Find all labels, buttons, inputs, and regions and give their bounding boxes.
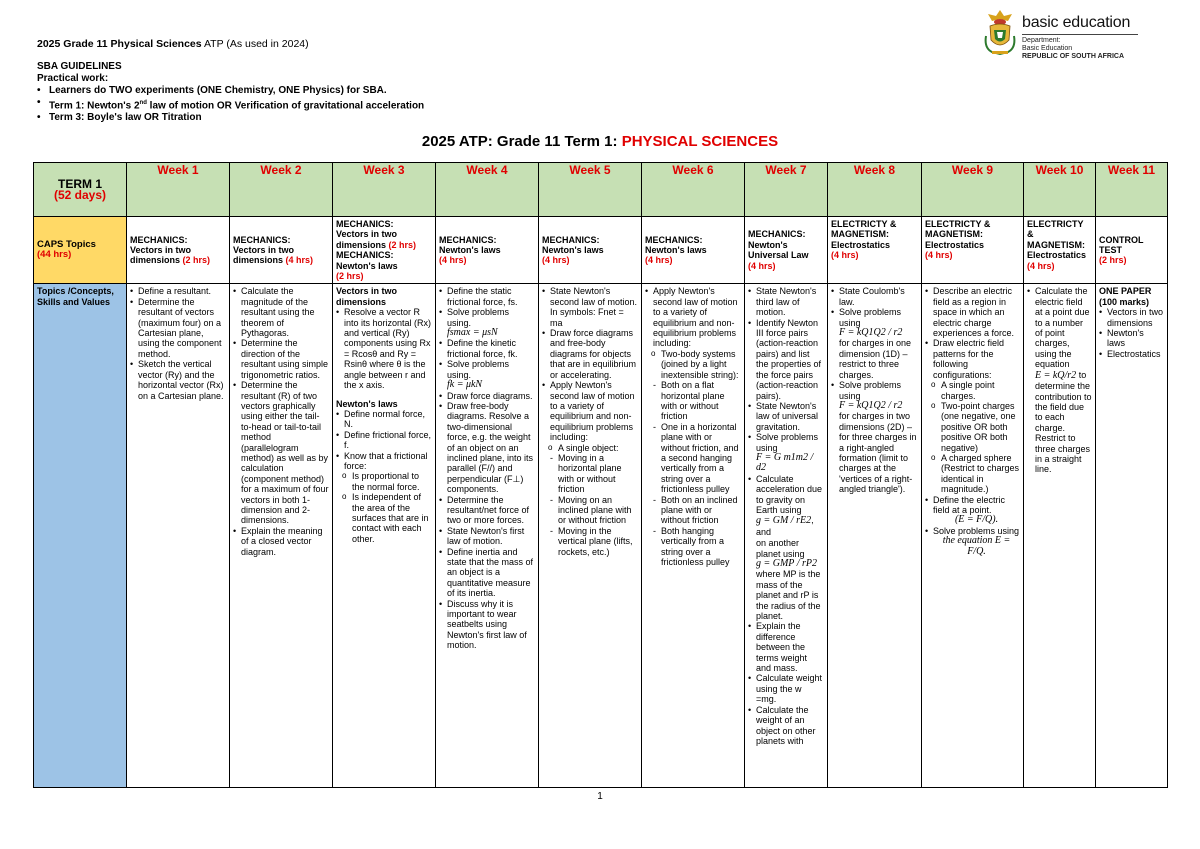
week-header: Week 5	[539, 163, 642, 217]
earth-gravity-formula: g = GM / rE2, and	[756, 515, 814, 537]
caps-label-cell: CAPS Topics (44 hrs)	[34, 217, 127, 284]
dbe-logo: basic education Department: Basic Education REPUBLIC OF SOUTH AFRICA	[982, 8, 1182, 58]
field-equation: the equation E = F/Q.	[942, 535, 1011, 557]
sba-guidelines: SBA GUIDELINES Practical work: • Learners do TWO experiments (ONE Chemistry, ONE Physics) for SBA. • Term 1: Newton's 2nd law of motion OR Verification of gravitational acceleration • Term 3: Boyle's law OR Titration	[37, 61, 424, 124]
point-charge-field-formula: E = kQ/r2 to	[1035, 369, 1087, 381]
caps-cell: ELECTRICTY & MAGNETISM: Electrostatics (4 hrs)	[922, 217, 1024, 284]
logo-title: basic education	[1022, 14, 1131, 31]
caps-cell: MECHANICS: Newton's Universal Law (4 hrs)	[745, 217, 828, 284]
coulomb-formula-1d: F = kQ1Q2 / r2	[839, 327, 903, 339]
term-cell: TERM 1 (52 days)	[34, 163, 127, 217]
page-title: 2025 ATP: Grade 11 Term 1: PHYSICAL SCIENCES	[421, 133, 779, 150]
coulomb-formula-2d: F = kQ1Q2 / r2	[839, 399, 903, 411]
week1-topics: • Define a resultant. • Determine the resultant of vectors (maximum four) on a Cartesian plane, using the component method. • Sketch the vertical vector (Ry) and the horizontal vector (Rx) on a Cartesian plane.	[127, 284, 230, 788]
caps-cell: ELECTRICTY & MAGNETISM: Electrostatics (4 hrs)	[1024, 217, 1096, 284]
caps-row	[34, 217, 1168, 284]
week6-topics: • Apply Newton's second law of motion to a variety of equilibrium and non-equilibrium problems including: o Two-body systems (joined by a light inextensible string): - Both on a flat horizontal plane with or without friction - One in a horizontal plane with or without friction, and a second hanging vertically from a string over a frictionless pulley - Both on an inclined plane with or without friction - Both hanging vertically from a string over a frictionless pulley	[642, 284, 745, 788]
caps-cell: MECHANICS: Vectors in two dimensions (2 hrs)	[127, 217, 230, 284]
week-header: Week 10	[1024, 163, 1096, 217]
week3-topics: Vectors in two dimensions • Resolve a vector R into its horizontal (Rx) and vertical (Ry) components using Rx = Rcosθ and Ry = Rsinθ where θ is the angle between r and the x axis. Newton's laws • Define normal force, N. • Define frictional force, f. • Know that a frictional force: o Is proportional to the normal force. o Is independent of the area of the surfaces that are in contact with each other.	[333, 284, 436, 788]
week-header: Week 11	[1096, 163, 1168, 217]
week7-topics: • State Newton's third law of motion. • Identify Newton III force pairs (action-reaction pairs) and list the properties of the force pairs (action-reaction pairs). • State Newton's law of universal gravitation. • Solve problems using F = G m1m2 / d2 • Calculate acceleration due to gravity on Earth using g = GM / rE2, and on another planet using g = GMP / rP2 where MP is the mass of the planet and rP is the radius of the planet. • Explain the difference between the terms weight and mass. • Calculate weight using the w =mg. • Calculate the weight of an object on other planets with	[745, 284, 828, 788]
week4-topics: • Define the static frictional force, fs. • Solve problems using. fsmax = μsN • Define the kinetic frictional force, fk. • Solve problems using. fk = μkN • Draw force diagrams. • Draw free-body diagrams. Resolve a two-dimensional force, e.g. the weight of an object on an inclined plane, into its parallel (F//) and perpendicular (F⊥) components. • Determine the resultant/net force of two or more forces. • State Newton's first law of motion. • Define inertia and state that the mass of an object is a quantitative measure of its inertia. • Discuss why it is important to wear seatbelts using Newton's first law of motion.	[436, 284, 539, 788]
topics-label-cell: Topics /Concepts, Skills and Values	[34, 284, 127, 788]
week-header: Week 1	[127, 163, 230, 217]
week-header: Week 9	[922, 163, 1024, 217]
week2-topics: • Calculate the magnitude of the resultant using the theorem of Pythagoras. • Determine the direction of the resultant using simple trigonometric ratios. • Determine the resultant (R) of two vectors graphically using either the tail-to-head or tail-to-tail method (parallelogram method) as well as by calculation (component method) for a maximum of four vectors in both 1-dimension and 2-dimensions. • Explain the meaning of a closed vector diagram.	[230, 284, 333, 788]
caps-cell: ELECTRICTY & MAGNETISM: Electrostatics (4 hrs)	[828, 217, 922, 284]
sba-item: • Learners do TWO experiments (ONE Chemistry, ONE Physics) for SBA.	[37, 85, 424, 97]
sba-item: • Term 3: Boyle's law OR Titration	[37, 112, 424, 124]
week5-topics: • State Newton's second law of motion. In symbols: Fnet = ma • Draw force diagrams and free-body diagrams for objects that are in equilibrium or accelerating. • Apply Newton's second law of motion to a variety of equilibrium and non-equilibrium problems including: o A single object: - Moving in a horizontal plane with or without friction - Moving on an inclined plane with or without friction - Moving in the vertical plane (lifts, rockets, etc.)	[539, 284, 642, 788]
coat-of-arms-icon	[982, 8, 1018, 56]
week8-topics: • State Coulomb's law. • Solve problems using F = kQ1Q2 / r2 for charges in one dimension (1D) – restrict to three charges. • Solve problems using F = kQ1Q2 / r2 for charges in two dimensions (2D) – for three charges in a right-angled formation (limit to charges at the 'vertices of a right-angled triangle').	[828, 284, 922, 788]
planet-gravity-formula: g = GMP / rP2	[756, 558, 818, 569]
caps-cell: MECHANICS: Newton's laws (4 hrs)	[642, 217, 745, 284]
atp-table	[33, 162, 1168, 788]
caps-cell: CONTROL TEST (2 hrs)	[1096, 217, 1168, 284]
caps-cell: MECHANICS: Newton's laws (4 hrs)	[539, 217, 642, 284]
kinetic-friction-formula: fk = μkN	[447, 379, 483, 391]
week-header-row	[34, 163, 1168, 217]
week-header: Week 6	[642, 163, 745, 217]
document-title: 2025 Grade 11 Physical Sciences ATP (As used in 2024)	[37, 38, 309, 50]
static-friction-formula: fsmax = μsN	[447, 327, 498, 339]
week-header: Week 8	[828, 163, 922, 217]
caps-cell: MECHANICS: Newton's laws (4 hrs)	[436, 217, 539, 284]
caps-cell: MECHANICS: Vectors in two dimensions (4 hrs)	[230, 217, 333, 284]
week-header: Week 3	[333, 163, 436, 217]
sba-item: • Term 1: Newton's 2nd law of motion OR Verification of gravitational acceleration	[37, 97, 424, 112]
week-header: Week 7	[745, 163, 828, 217]
topics-row	[34, 284, 1168, 788]
page-number: 1	[597, 791, 603, 802]
field-definition-formula: (E = F/Q).	[954, 514, 999, 526]
week11-topics: ONE PAPER (100 marks) • Vectors in two dimensions • Newton's laws • Electrostatics	[1096, 284, 1168, 788]
week9-topics: • Describe an electric field as a region in space in which an electric charge experiences a force. • Draw electric field patterns for the following configurations: o A single point charges. o Two-point charges (one negative, one positive OR both positive OR both negative) o A charged sphere (Restrict to charges identical in magnitude.) • Define the electric field at a point. (E = F/Q). • Solve problems using the equation E = F/Q.	[922, 284, 1024, 788]
week10-topics: • Calculate the electric field at a point due to a number of point charges, using the equation E = kQ/r2 to determine the contribution to the field due to each charge. Restrict to three charges in a straight line.	[1024, 284, 1096, 788]
week-header: Week 2	[230, 163, 333, 217]
caps-cell: MECHANICS: Vectors in two dimensions (2 hrs) MECHANICS: Newton's laws (2 hrs)	[333, 217, 436, 284]
gravitation-formula: F = G m1m2 / d2	[756, 451, 814, 474]
week-header: Week 4	[436, 163, 539, 217]
